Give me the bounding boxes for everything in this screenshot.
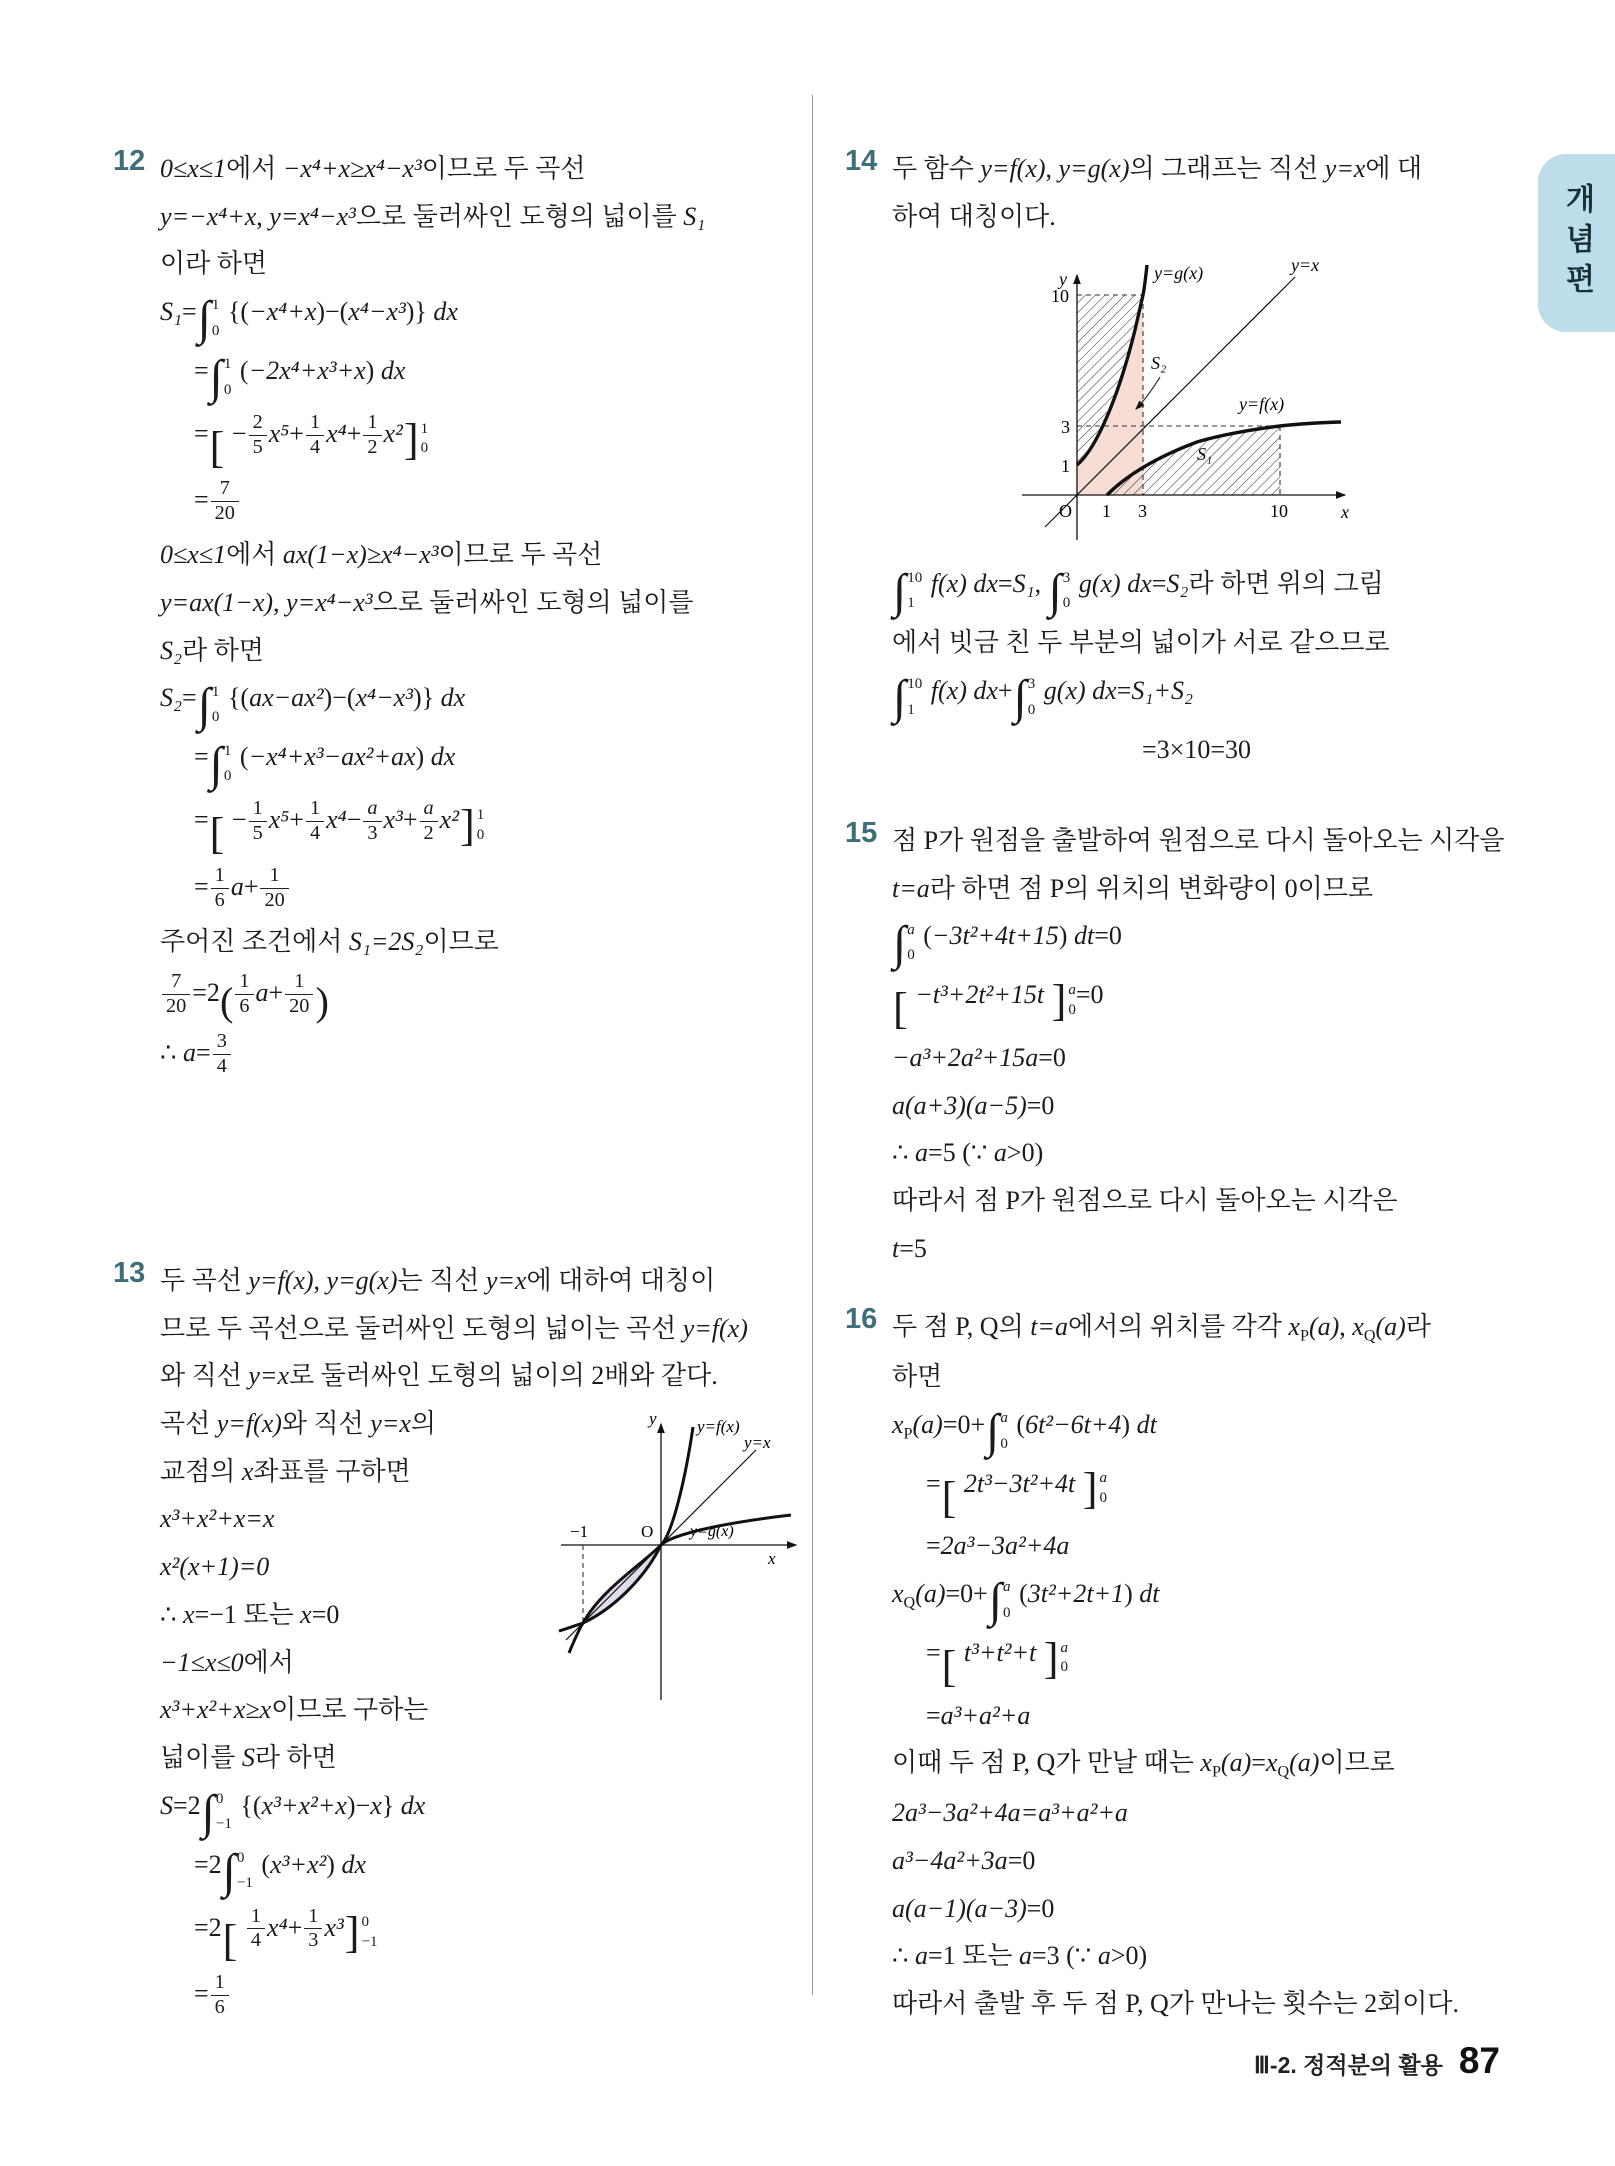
x-axis-label: x (1341, 502, 1349, 523)
solution-line: 교점의 x좌표를 구하면 (160, 1456, 411, 1486)
solution-line: = $\frac{1}{6}$ a+ $\frac{1}{20}$ (194, 864, 788, 913)
solution-line: y=−x⁴+x, y=x⁴−x³으로 둘러싸인 도형의 넓이를 S₁ (160, 201, 706, 231)
solution-line: =a³+a²+a (926, 1700, 1031, 1730)
s1-label: S₁ (1197, 444, 1213, 465)
problem-number: 16 (845, 1303, 878, 1335)
s2-label: S₂ (1151, 353, 1167, 374)
problem-number: 12 (113, 145, 146, 177)
solution-line: ∴ a= $\frac{3}{4}$ (160, 1030, 788, 1079)
solution-line: ∫ 10 1 f(x) dx=S₁, ∫ 3 0 g(x) dx=S₂라 하면 위의 그림 (893, 564, 1384, 618)
problem-number: 15 (845, 817, 878, 849)
solution-line: 에서 빗금 친 두 부분의 넓이가 서로 같으므로 (892, 628, 1390, 658)
solution-line: =2[ $\frac{1}{4}$ x⁴+ $\frac{1}{3}$ x³ ] 0 −1 (194, 1904, 378, 1966)
problem-body (892, 150, 1510, 769)
solution-line: t=5 (892, 1233, 927, 1263)
problem-16 (845, 1298, 1510, 2033)
solution-line: y=ax(1−x), y=x⁴−x³으로 둘러싸인 도형의 넓이를 (160, 588, 694, 617)
solution-line: 넓이를 S라 하면 (160, 1742, 337, 1772)
solution-line: S₁= ∫ 1 0 {(−x⁴+x)−(x⁴−x³)} dx (160, 292, 458, 346)
problem-number: 13 (113, 1257, 146, 1289)
solution-line: =[ 2t³−3t²+4t ] a 0 (926, 1464, 1108, 1522)
solution-line: =[ t³+t²+t ] a 0 (926, 1633, 1069, 1691)
solution-line: 이때 두 점 P, Q가 만날 때는 $x_P(a)=x_Q(a)$이므로 (892, 1748, 1395, 1781)
y-tick-10: 10 (1051, 286, 1069, 307)
x-tick-1: 1 (1102, 501, 1111, 522)
x-tick-minus1: −1 (570, 1522, 589, 1541)
figure-14-graph (947, 245, 1367, 555)
x-axis-label: x (768, 1549, 776, 1568)
problem-text-bottom (892, 565, 1510, 768)
solution-line: x³+x²+x=x (160, 1504, 275, 1534)
solution-line: = $\frac{7}{20}$ (194, 477, 788, 526)
f-curve-label: y=f(x) (1239, 394, 1285, 415)
solution-line: −1≤x≤0에서 (160, 1647, 294, 1677)
solution-line: =2a³−3a²+4a (926, 1531, 1070, 1561)
solution-line: 므로 두 곡선으로 둘러싸인 도형의 넓이는 곡선 y=f(x) (160, 1313, 748, 1343)
y-tick-1: 1 (1061, 456, 1070, 477)
line-label: y=x (1291, 255, 1320, 276)
problem-body (892, 1308, 1510, 2023)
solution-line: 따라서 출발 후 두 점 P, Q가 만나는 횟수는 2회이다. (892, 1989, 1459, 2019)
solution-line: ∫ 10 1 f(x) dx+ ∫ 3 0 g(x) dx=S₁+S₂ (893, 671, 1193, 725)
side-tab-concept[interactable] (1538, 154, 1615, 332)
solution-line: = $\frac{1}{6}$ (194, 1971, 788, 2020)
solution-line: a(a+3)(a−5)=0 (892, 1090, 1055, 1120)
footer-section-title: Ⅲ-2. 정적분의 활용 (1254, 2052, 1443, 2078)
problem-body (160, 150, 788, 1079)
solution-line: x³+x²+x≥x이므로 구하는 (160, 1695, 429, 1725)
solution-line: $\frac{7}{20}$ =2( $\frac{1}{6}$ a+ $\frac{1}{20}$ ) (160, 970, 788, 1020)
solution-line: =3×10=30 (1142, 735, 1251, 765)
side-tab-label: 개념편 (1560, 183, 1594, 303)
solution-line: [ −t³+2t²+15t ] a 0 =0 (893, 976, 1104, 1034)
problem-15 (845, 812, 1510, 1277)
page-footer (900, 2040, 1500, 2082)
y-tick-3: 3 (1061, 417, 1070, 438)
solution-line: =[ − $\frac{2}{5}$ x⁵+ $\frac{1}{4}$ x⁴+ $\frac{1}{2}$ x² ] 1 0 (194, 411, 429, 472)
solution-line: 0≤x≤1에서 −x⁴+x≥x⁴−x³이므로 두 곡선 (160, 154, 586, 183)
solution-line: 와 직선 y=x로 둘러싸인 도형의 넓이의 2배와 같다. (160, 1361, 718, 1391)
column-divider (812, 95, 813, 1995)
solution-line: 이라 하면 (160, 249, 267, 279)
solution-line: 2a³−3a²+4a=a³+a²+a (892, 1798, 1128, 1828)
solution-line: ∴ a=5 (∵ a>0) (892, 1138, 1044, 1168)
footer-page-number: 87 (1458, 2040, 1500, 2081)
solution-line: = ∫ 1 0 (−x⁴+x³−ax²+ax) dx (194, 737, 456, 791)
figure-13-graph (556, 1410, 806, 1710)
solution-line: a(a−1)(a−3)=0 (892, 1893, 1055, 1923)
solution-line: 두 함수 y=f(x), y=g(x)의 그래프는 직선 y=x에 대 (892, 154, 1423, 183)
problem-text-top (892, 150, 1510, 235)
solution-line: 두 점 P, Q의 t=a에서의 위치를 각각 $x_P(a)$, $x_Q(a)$라 (892, 1312, 1431, 1345)
problem-14 (845, 140, 1510, 779)
g-curve-label: y=g(x) (1154, 263, 1204, 284)
line-label: y=x (744, 1433, 771, 1452)
f-curve-label: y=f(x) (697, 1417, 740, 1436)
problem-13 (113, 1252, 788, 2030)
solution-line: S₂라 하면 (160, 635, 264, 665)
problem-body (892, 822, 1510, 1267)
origin-label: O (1059, 501, 1072, 522)
solution-line: 따라서 점 P가 원점으로 다시 돌아오는 시각은 (892, 1186, 1398, 1216)
solution-line: 곡선 y=f(x)와 직선 y=x의 (160, 1409, 437, 1439)
solution-line: x²(x+1)=0 (160, 1552, 270, 1582)
solution-line: 0≤x≤1에서 ax(1−x)≥x⁴−x³이므로 두 곡선 (160, 540, 603, 570)
solution-line: ∴ a=1 또는 a=3 (∵ a>0) (892, 1941, 1148, 1971)
solution-line: S₂= ∫ 1 0 {(ax−ax²)−(x⁴−x³)} dx (160, 678, 466, 732)
y-axis-label: y (1059, 269, 1067, 290)
solution-line: $x_P(a)=0+$ ∫ a 0 (6t²−6t+4) dt (892, 1405, 1157, 1458)
solution-line: = ∫ 1 0 (−2x⁴+x³+x) dx (194, 351, 406, 405)
solution-line: 하여 대칭이다. (892, 201, 1056, 231)
solution-line: 두 곡선 y=f(x), y=g(x)는 직선 y=x에 대하여 대칭이 (160, 1266, 716, 1295)
solution-line: =2 ∫ 0 −1 (x³+x²) dx (194, 1844, 367, 1898)
problem-number: 14 (845, 145, 878, 177)
solution-line: $x_Q(a)=0+$ ∫ a 0 (3t²+2t+1) dt (892, 1574, 1160, 1628)
x-tick-3: 3 (1138, 501, 1147, 522)
solution-line: =[ − $\frac{1}{5}$ x⁵+ $\frac{1}{4}$ x⁴− $\frac{a}{3}$ x³+ $\frac{a}{2}$ x² ] 1 0 (194, 797, 485, 858)
solution-line: ∴ x=−1 또는 x=0 (160, 1599, 340, 1629)
origin-label: O (641, 1522, 654, 1541)
solution-line: ∫ a 0 (−3t²+4t+15) dt=0 (893, 916, 1122, 970)
problem-12 (113, 140, 788, 1089)
y-axis-label: y (649, 1410, 657, 1428)
x-tick-10: 10 (1270, 501, 1288, 522)
solution-line: a³−4a²+3a=0 (892, 1846, 1036, 1876)
solution-line: t=a라 하면 점 P의 위치의 변화량이 0이므로 (892, 873, 1373, 903)
g-curve-label: y=g(x) (690, 1523, 734, 1540)
solution-line: 하면 (892, 1362, 943, 1392)
solution-line: 주어진 조건에서 S₁=2S₂이므로 (160, 926, 499, 956)
solution-line: −a³+2a²+15a=0 (892, 1043, 1066, 1073)
solution-line: 점 P가 원점을 출발하여 원점으로 다시 돌아오는 시각을 (892, 826, 1505, 855)
solution-line: S=2 ∫ 0 −1 {(x³+x²+x)−x} dx (160, 1785, 426, 1839)
